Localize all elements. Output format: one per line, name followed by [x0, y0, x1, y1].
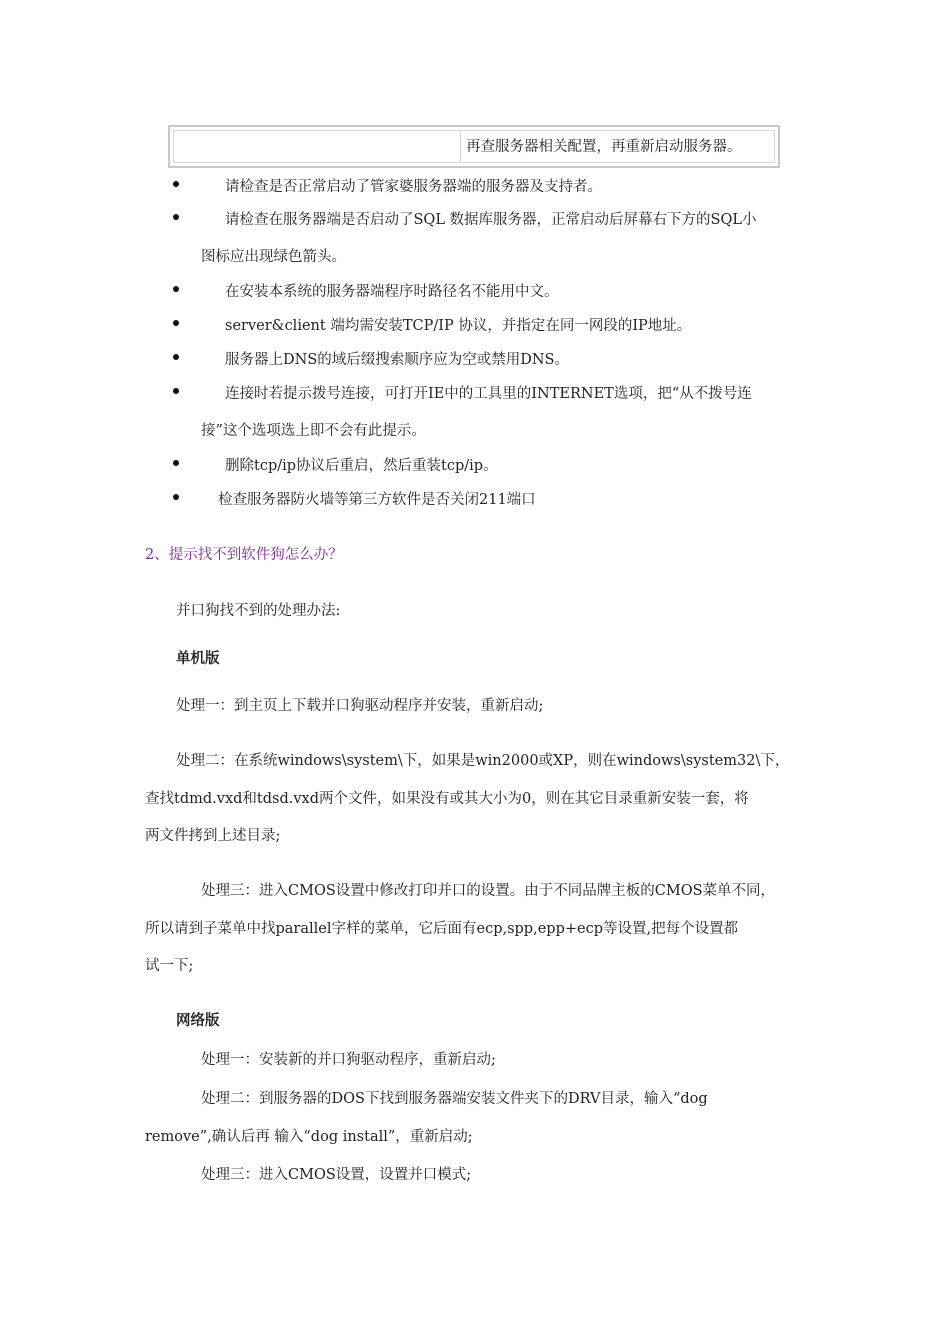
bullet-dot	[173, 320, 179, 326]
list-item	[0, 206, 950, 230]
list-item-text-continued: 接”这个选项选上即不会有此提示。	[201, 423, 426, 439]
table-cell-divider	[460, 130, 461, 163]
network-step-3: 处理三：进入CMOS设置，设置并口模式;	[201, 1167, 472, 1183]
list-item	[0, 380, 950, 404]
network-step-2: 处理二：到服务器的DOS下找到服务器端安装文件夹下的DRV目录，输入“dog	[201, 1091, 708, 1107]
standalone-step-3-continued: 试一下;	[145, 958, 194, 974]
standalone-step-1: 处理一：到主页上下载并口狗驱动程序并安装，重新启动;	[176, 698, 544, 714]
list-item	[0, 278, 950, 302]
subsection-title-standalone: 单机版	[176, 651, 220, 667]
list-item-text: 请检查是否正常启动了管家婆服务器端的服务器及支持者。	[225, 179, 602, 195]
list-item	[0, 173, 950, 197]
list-item-text: 服务器上DNS的域后缀搜索顺序应为空或禁用DNS。	[225, 352, 569, 368]
list-item	[0, 312, 950, 336]
bullet-dot	[173, 354, 179, 360]
standalone-step-2: 处理二：在系统windows\system\下，如果是win2000或XP，则在windows\system32\下，	[176, 753, 790, 769]
list-item-text: 检查服务器防火墙等第三方软件是否关闭211端口	[218, 492, 536, 508]
list-item-text: 删除tcp/ip协议后重启，然后重装tcp/ip。	[225, 458, 498, 474]
network-step-1: 处理一：安装新的并口狗驱动程序，重新启动;	[201, 1052, 496, 1068]
bullet-dot	[173, 214, 179, 220]
bullet-dot	[173, 181, 179, 187]
bullet-dot	[173, 388, 179, 394]
list-item	[0, 452, 950, 476]
table-fragment	[168, 125, 780, 168]
section-heading[interactable]: 2、提示找不到软件狗怎么办？	[145, 547, 343, 563]
bullet-dot	[173, 460, 179, 466]
list-item-text: 连接时若提示拨号连接，可打开IE中的工具里的INTERNET选项，把“从不拨号连	[225, 386, 752, 402]
table-cell-text: 再查服务器相关配置，再重新启动服务器。	[466, 139, 742, 155]
list-item	[0, 346, 950, 370]
standalone-step-2-continued: 两文件拷到上述目录;	[145, 828, 281, 844]
network-step-2-continued: remove”,确认后再 输入“dog install”，重新启动;	[145, 1129, 473, 1145]
list-item-text-continued: 图标应出现绿色箭头。	[201, 249, 346, 265]
subsection-title-network: 网络版	[176, 1013, 220, 1029]
bullet-dot	[173, 286, 179, 292]
standalone-step-2-continued: 查找tdmd.vxd和tdsd.vxd两个文件，如果没有或其大小为0，则在其它目录重新安装一套，将	[145, 791, 749, 807]
list-item-text: server&client 端均需安装TCP/IP 协议，并指定在同一网段的IP地址。	[225, 318, 692, 334]
bullet-dot	[173, 494, 179, 500]
list-item-text: 在安装本系统的服务器端程序时路径名不能用中文。	[225, 284, 559, 300]
standalone-step-3: 处理三：进入CMOS设置中修改打印并口的设置。由于不同品牌主板的CMOS菜单不同，	[201, 883, 776, 899]
list-item	[0, 486, 950, 510]
standalone-step-3-continued: 所以请到子菜单中找parallel字样的菜单，它后面有ecp,spp,epp+ecp等设置,把每个设置都	[145, 921, 739, 937]
list-item-text: 请检查在服务器端是否启动了SQL 数据库服务器，正常启动后屏幕右下方的SQL小	[225, 212, 757, 228]
section-intro: 并口狗找不到的处理办法:	[176, 603, 341, 619]
